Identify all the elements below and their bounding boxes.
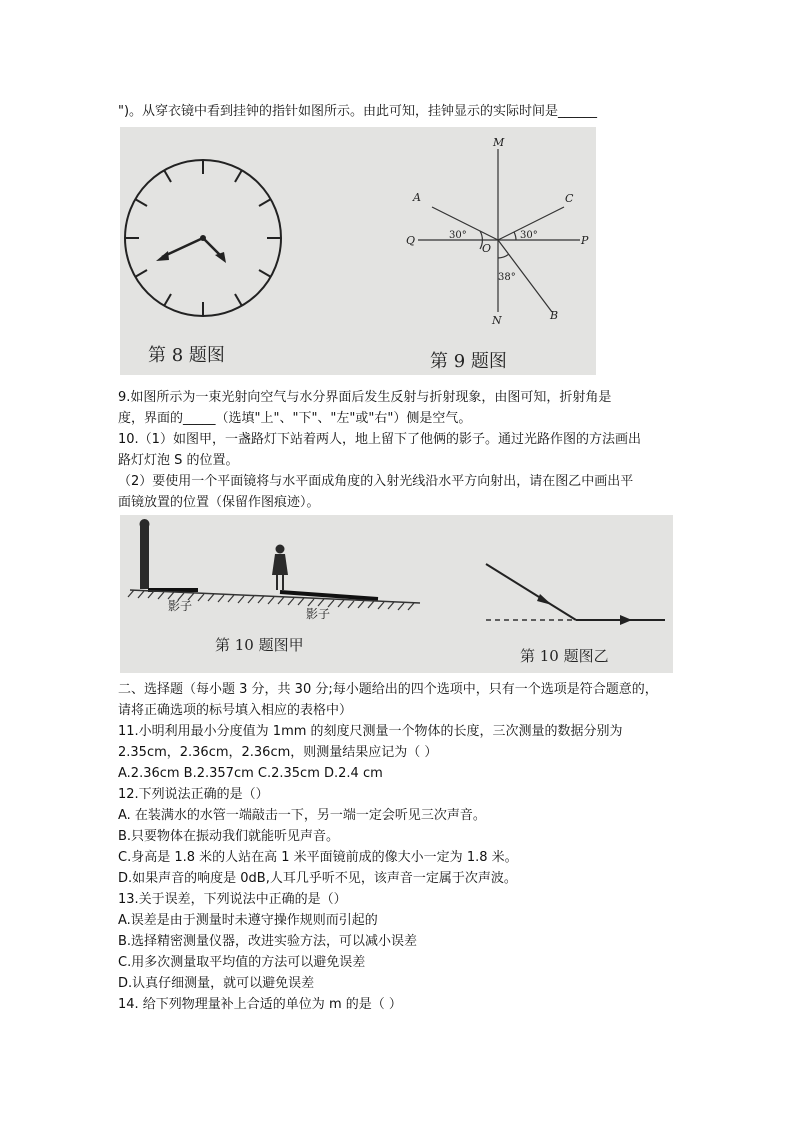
street-diagram bbox=[128, 519, 420, 621]
label-O: O bbox=[482, 242, 492, 255]
shadow-label-2: 影子 bbox=[306, 607, 331, 621]
clock-diagram bbox=[125, 160, 281, 316]
angle-bottom-label: 38° bbox=[498, 272, 516, 283]
q10-line3: （2）要使用一个平面镜将与水平面成角度的入射光线沿水平方向射出，请在图乙中画出平 bbox=[118, 474, 634, 489]
label-Q: Q bbox=[406, 234, 416, 247]
label-C: C bbox=[565, 192, 574, 205]
q12-stem: 12.下列说法正确的是（） bbox=[118, 787, 269, 802]
q9-line1: 9.如图所示为一束光射向空气与水分界面后发生反射与折射现象，由图可知，折射角是 bbox=[118, 390, 612, 405]
section2-heading-line1: 二、选择题（每小题 3 分，共 30 分;每小题给出的四个选项中，只有一个选项是符合题意的， bbox=[118, 682, 658, 697]
q13-option-b: B.选择精密测量仪器，改进实验方法，可以减小误差 bbox=[118, 934, 418, 949]
q9-line2: 度，界面的_____（选填"上"、"下"、"左"或"右"）侧是空气。 bbox=[118, 411, 472, 426]
q10-line2: 路灯灯泡 S 的位置。 bbox=[118, 453, 239, 468]
label-B: B bbox=[550, 309, 559, 322]
q10-line1: 10.（1）如图甲，一盏路灯下站着两人，地上留下了他俩的影子。通过光路作图的方法画出 bbox=[118, 432, 641, 447]
q13-option-a: A.误差是由于测量时未遵守操作规则而引起的 bbox=[118, 913, 378, 928]
angle-right-label: 30° bbox=[520, 230, 538, 241]
reflection-refraction-diagram bbox=[418, 149, 580, 312]
q12-option-b: B.只要物体在振动我们就能听见声音。 bbox=[118, 829, 340, 844]
figure-q10 bbox=[120, 515, 673, 673]
mirror-ray-diagram bbox=[486, 564, 665, 625]
angle-left-label: 30° bbox=[449, 230, 467, 241]
q12-option-d: D.如果声音的响度是 0dB,人耳几乎听不见，该声音一定属于次声波。 bbox=[118, 871, 517, 886]
q13-option-d: D.认真仔细测量，就可以避免误差 bbox=[118, 976, 315, 991]
caption-fig8: 第 8 题图 bbox=[148, 345, 225, 366]
q12-option-a: A. 在装满水的水管一端敲击一下，另一端一定会听见三次声音。 bbox=[118, 808, 486, 823]
section2-heading-line2: 请将正确选项的标号填入相应的表格中） bbox=[118, 703, 353, 718]
q11-line1: 11.小明利用最小分度值为 1mm 的刻度尺测量一个物体的长度，三次测量的数据分别为 bbox=[118, 724, 623, 739]
q10-line4: 面镜放置的位置（保留作图痕迹）。 bbox=[118, 495, 320, 510]
label-P: P bbox=[581, 234, 589, 247]
q13-stem: 13.关于误差，下列说法中正确的是（） bbox=[118, 892, 347, 907]
q12-option-c: C.身高是 1.8 米的人站在高 1 米平面镜前成的像大小一定为 1.8 米。 bbox=[118, 850, 518, 865]
q13-option-c: C.用多次测量取平均值的方法可以避免误差 bbox=[118, 955, 366, 970]
caption-fig10-jia: 第 10 题图甲 bbox=[215, 636, 304, 654]
label-M: M bbox=[493, 136, 505, 149]
caption-fig9: 第 9 题图 bbox=[430, 351, 507, 372]
label-N: N bbox=[492, 314, 502, 327]
figure-q8-q9 bbox=[120, 127, 596, 375]
text-line-q8: ")。从穿衣镜中看到挂钟的指针如图所示。由此可知，挂钟显示的实际时间是______ bbox=[118, 104, 598, 119]
q11-line2: 2.35cm，2.36cm，2.36cm，则测量结果应记为（ ） bbox=[118, 745, 438, 760]
caption-fig10-yi: 第 10 题图乙 bbox=[520, 647, 609, 665]
shadow-label-1: 影子 bbox=[168, 599, 193, 613]
q14-stem: 14. 给下列物理量补上合适的单位为 m 的是（ ） bbox=[118, 997, 402, 1012]
q11-options: A.2.36cm B.2.357cm C.2.35cm D.2.4 cm bbox=[118, 766, 383, 781]
label-A: A bbox=[413, 191, 421, 204]
